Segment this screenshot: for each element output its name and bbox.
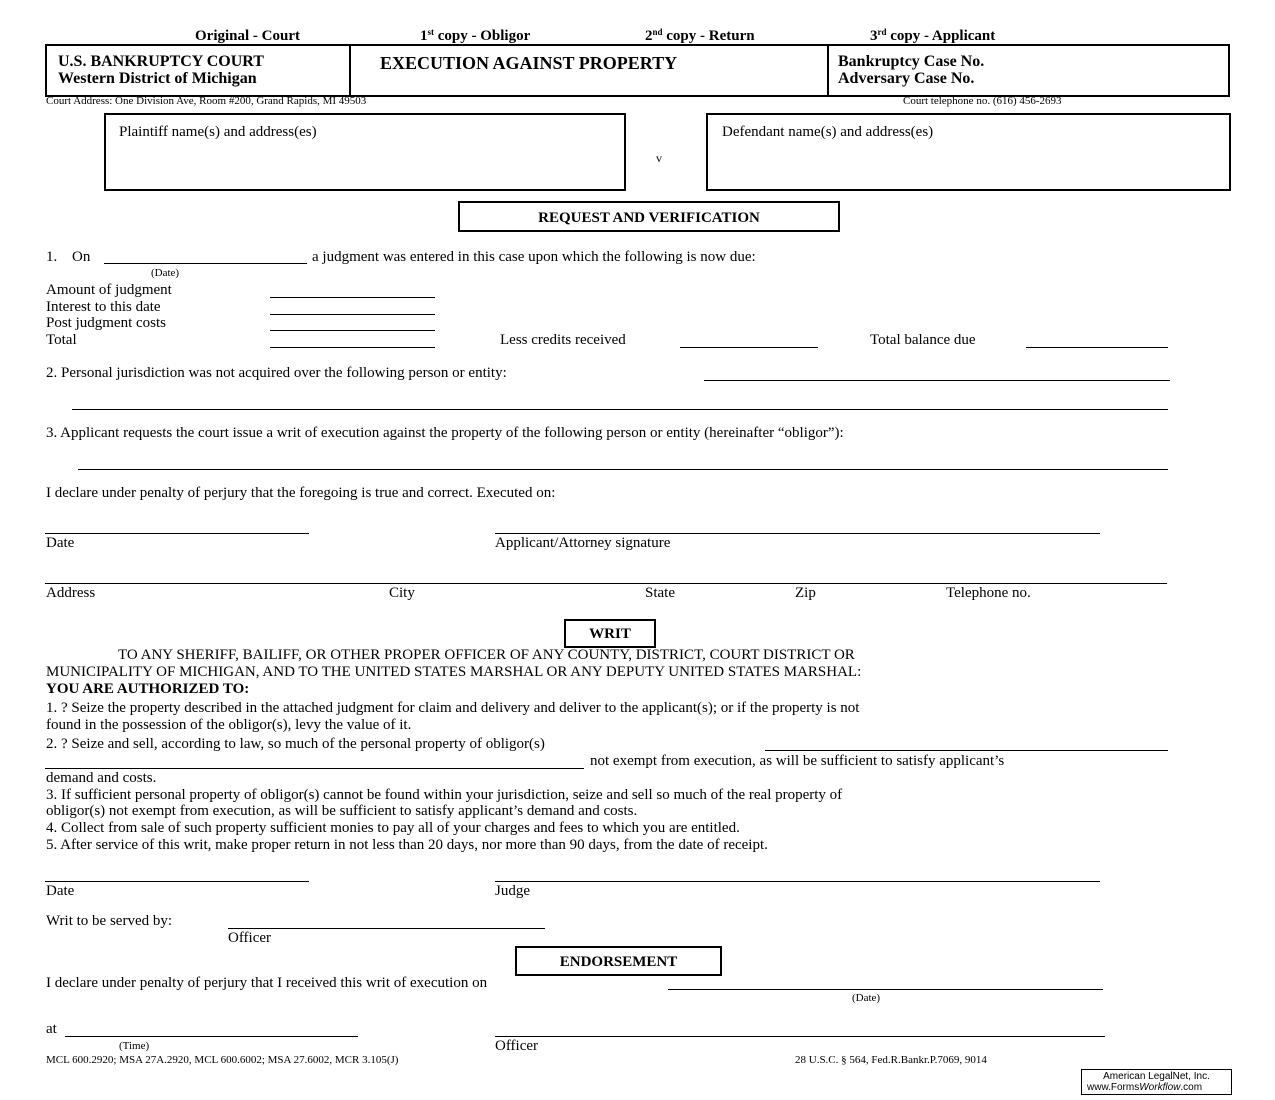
- item2-text: 2. Personal jurisdiction was not acquired over the following person or entity:: [46, 365, 507, 381]
- writ-addressee-line1: TO ANY SHERIFF, BAILIFF, OR OTHER PROPER OFFICER OF ANY COUNTY, DISTRICT, COURT DISTRICT OR: [118, 647, 855, 663]
- less-credits-label: Less credits received: [500, 332, 626, 348]
- court-name: U.S. BANKRUPTCY COURT: [58, 53, 264, 70]
- endorsement-date-caption: (Date): [852, 992, 881, 1004]
- endorsement-date-field[interactable]: [668, 989, 1103, 990]
- writ-item3-line2: obligor(s) not exempt from execution, as will be sufficient to satisfy applicant’s demand and costs.: [46, 803, 638, 819]
- defendant-label: Defendant name(s) and address(es): [722, 124, 934, 140]
- copy-applicant: 3rd copy - Applicant: [870, 27, 996, 44]
- less-credits-field[interactable]: [680, 347, 818, 348]
- court-district: Western District of Michigan: [58, 70, 257, 87]
- item1-text: a judgment was entered in this case upon which the following is now due:: [312, 249, 756, 265]
- writ-item2-line1: 2. ? Seize and sell, according to law, so much of the personal property of obligor(s): [46, 736, 545, 752]
- endorsement-officer-field[interactable]: [495, 1036, 1105, 1037]
- writ-item2-line3: demand and costs.: [46, 770, 157, 786]
- execution-date-field[interactable]: [45, 533, 309, 534]
- obligor-field[interactable]: [78, 469, 1168, 470]
- item3-text: 3. Applicant requests the court issue a writ of execution against the property of the following person or entity (hereinafter “obligor”):: [46, 425, 844, 441]
- interest-label: Interest to this date: [46, 299, 161, 315]
- total-balance-label: Total balance due: [870, 332, 976, 348]
- writ-heading: WRIT: [589, 626, 631, 642]
- address-label: Address: [46, 585, 96, 601]
- zip-label: Zip: [795, 585, 816, 601]
- brand-line1: American LegalNet, Inc.: [1103, 1071, 1210, 1082]
- versus: v: [656, 151, 662, 165]
- interest-field[interactable]: [270, 314, 435, 315]
- signature-label: Applicant/Attorney signature: [495, 535, 671, 551]
- plaintiff-label: Plaintiff name(s) and address(es): [119, 124, 317, 140]
- judgment-date-field[interactable]: [104, 263, 307, 264]
- copy-original: Original - Court: [195, 28, 300, 44]
- item1-on: On: [72, 249, 91, 265]
- city-label: City: [389, 585, 415, 601]
- date-label: Date: [46, 535, 75, 551]
- applicant-signature-field[interactable]: [495, 533, 1100, 534]
- total-balance-field[interactable]: [1026, 347, 1168, 348]
- court-telephone: Court telephone no. (616) 456-2693: [903, 95, 1062, 107]
- post-judgment-costs-label: Post judgment costs: [46, 315, 167, 331]
- amount-of-judgment-label: Amount of judgment: [46, 282, 172, 298]
- writ-item5: 5. After service of this writ, make proper return in not less than 20 days, nor more than 90 days, from the date of receipt.: [46, 837, 768, 853]
- form-title: EXECUTION AGAINST PROPERTY: [380, 53, 678, 73]
- address-field[interactable]: [45, 583, 1167, 584]
- copy-obligor: 1st copy - Obligor: [420, 27, 531, 44]
- item1-number: 1.: [46, 249, 58, 265]
- telephone-label: Telephone no.: [946, 585, 1031, 601]
- jurisdiction-field-line2[interactable]: [72, 409, 1168, 410]
- writ-date-label: Date: [46, 883, 75, 899]
- date-caption: (Date): [151, 267, 180, 279]
- request-heading: REQUEST AND VERIFICATION: [538, 210, 760, 226]
- writ-item2-line2: not exempt from execution, as will be sufficient to satisfy applicant’s: [590, 753, 1005, 769]
- bankruptcy-case-no: Bankruptcy Case No.: [838, 53, 985, 70]
- endorsement-declaration: I declare under penalty of perjury that I received this writ of execution on: [46, 975, 488, 991]
- personal-property-field-line2[interactable]: [45, 768, 584, 769]
- jurisdiction-field-line1[interactable]: [704, 380, 1170, 381]
- endorsement-at: at: [46, 1021, 57, 1037]
- endorsement-time-caption: (Time): [119, 1040, 150, 1052]
- endorsement-time-field[interactable]: [65, 1036, 358, 1037]
- amount-of-judgment-field[interactable]: [270, 297, 435, 298]
- endorsement-heading: ENDORSEMENT: [559, 954, 678, 970]
- total-label: Total: [46, 332, 77, 348]
- writ-addressee-line2: MUNICIPALITY OF MICHIGAN, AND TO THE UNITED STATES MARSHAL OR ANY DEPUTY UNITED STATES MARSHAL:: [46, 664, 862, 680]
- served-by-officer-label: Officer: [228, 930, 272, 946]
- adversary-case-no: Adversary Case No.: [838, 70, 975, 87]
- personal-property-field-line1[interactable]: [765, 750, 1168, 751]
- judge-label: Judge: [495, 883, 530, 899]
- served-by-field[interactable]: [228, 928, 545, 929]
- writ-item3-line1: 3. If sufficient personal property of obligor(s) cannot be found within your jurisdiction, seize and sell so much of the real property of: [46, 787, 843, 803]
- writ-date-field[interactable]: [45, 881, 309, 882]
- brand-box: [1081, 1069, 1232, 1095]
- endorsement-officer-label: Officer: [495, 1038, 539, 1054]
- copy-return: 2nd copy - Return: [645, 27, 755, 44]
- served-by-label: Writ to be served by:: [46, 913, 173, 929]
- writ-item1-line2: found in the possession of the obligor(s), levy the value of it.: [46, 717, 412, 733]
- footer-left-citation: MCL 600.2920; MSA 27A.2920, MCL 600.6002; MSA 27.6002, MCR 3.105(J): [46, 1054, 399, 1066]
- footer-right-citation: 28 U.S.C. § 564, Fed.R.Bankr.P.7069, 9014: [795, 1054, 987, 1066]
- state-label: State: [645, 585, 675, 601]
- declaration-text: I declare under penalty of perjury that the foregoing is true and correct. Executed on:: [46, 485, 556, 501]
- writ-item4: 4. Collect from sale of such property sufficient monies to pay all of your charges and fees to which you are entitled.: [46, 820, 740, 836]
- writ-item1-line1: 1. ? Seize the property described in the attached judgment for claim and delivery and deliver to the applicant(s); or if the property is not: [46, 700, 860, 716]
- judge-signature-field[interactable]: [495, 881, 1100, 882]
- brand-line2: www.FormsWorkflow.com: [1087, 1082, 1203, 1093]
- court-address: Court Address: One Division Ave, Room #200, Grand Rapids, MI 49503: [46, 95, 367, 107]
- total-field[interactable]: [270, 347, 435, 348]
- authorized-heading: YOU ARE AUTHORIZED TO:: [46, 681, 250, 697]
- post-judgment-costs-field[interactable]: [270, 330, 435, 331]
